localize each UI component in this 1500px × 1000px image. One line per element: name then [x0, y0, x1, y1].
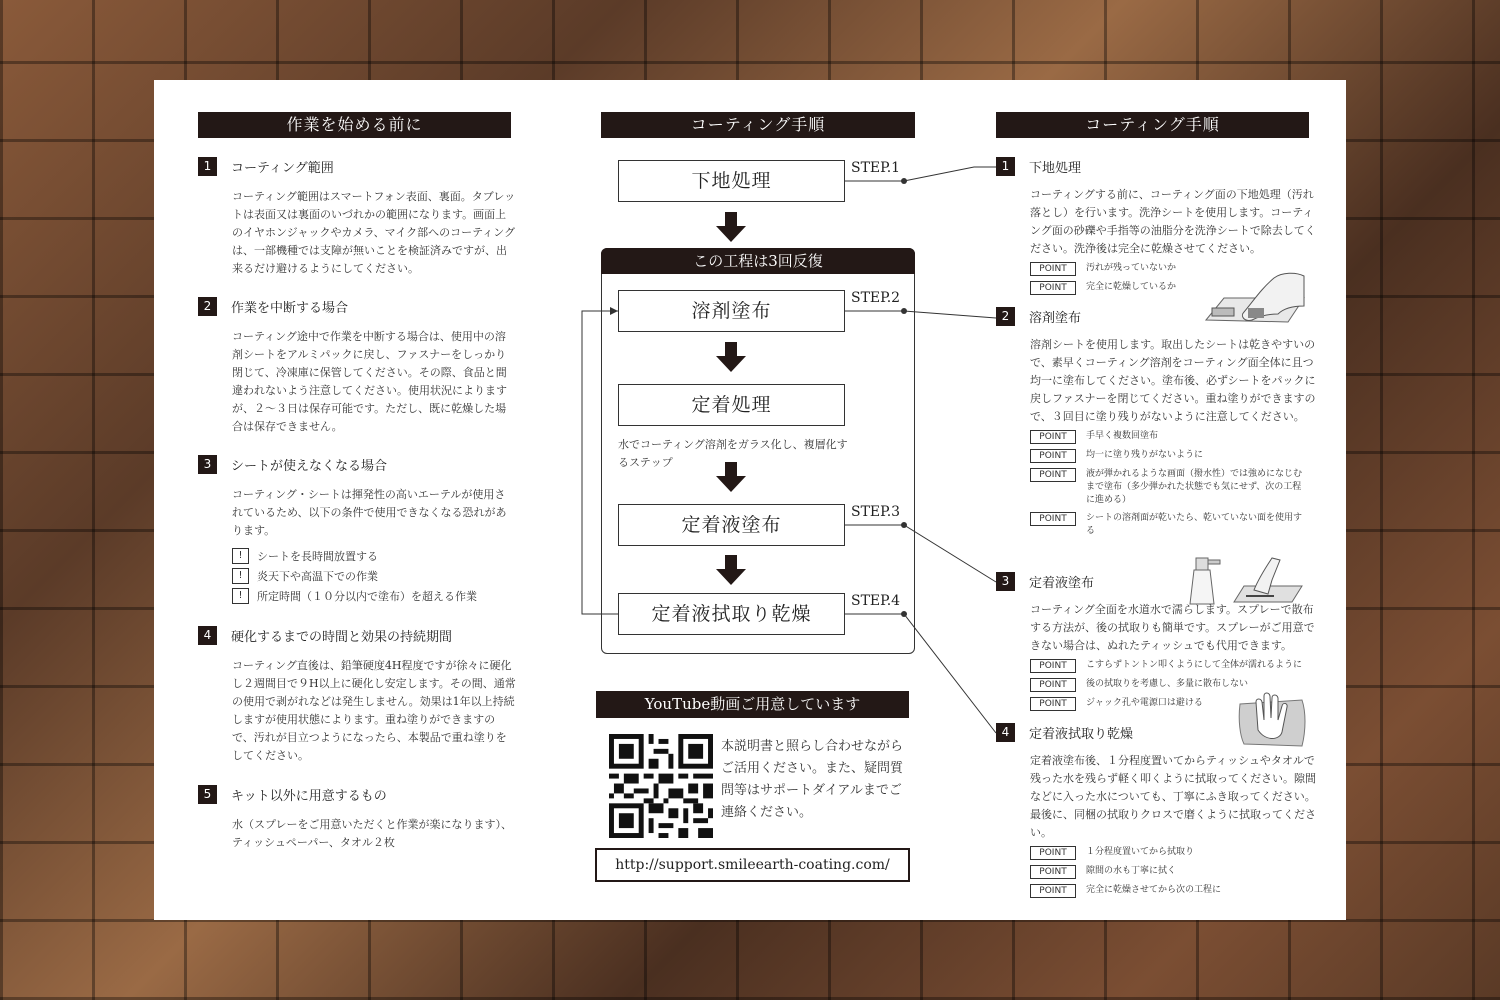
left-column-title: 作業を始める前に	[198, 112, 511, 138]
section-title: 作業を中断する場合	[231, 301, 349, 316]
step-label-2: STEP.2	[851, 290, 901, 306]
section-number: 4	[996, 723, 1015, 742]
step-box-1: 下地処理	[618, 160, 845, 202]
point-badge: POINT	[1030, 468, 1076, 482]
point-badge: POINT	[1030, 512, 1076, 526]
section-title: 下地処理	[1029, 161, 1082, 176]
support-url[interactable]: http://support.smileearth-coating.com/	[595, 848, 910, 882]
point-badge: POINT	[1030, 449, 1076, 463]
point-badge: POINT	[1030, 697, 1076, 711]
point-text: 後の拭取りを考慮し、多量に散布しない	[1086, 679, 1249, 689]
fix-note: 水でコーティング溶剤をガラス化し、複層化するステップ	[618, 438, 848, 469]
section-title: 溶剤塗布	[1029, 311, 1082, 326]
section-body: コーティング範囲はスマートフォン表面、裏面。タブレットは表面又は裏面のいづれかの範囲になります。画面上のイヤホンジャックやカメラ、マイク部へのコーティングは、一部機種では支障が無いことを検証済みですが、出来るだけ避けるようにしてください。	[232, 190, 516, 275]
point-text: こすらずトントン叩くようにして全体が濡れるように	[1086, 660, 1303, 670]
exclamation-icon: !	[232, 548, 249, 564]
step-box-2: 溶剤塗布	[618, 290, 845, 332]
warning-text: シートを長時間放置する	[257, 550, 378, 563]
point-text: 完全に乾燥させてから次の工程に	[1086, 885, 1222, 895]
section-body: コーティングする前に、コーティング面の下地処理（汚れ落とし）を行います。洗浄シートを使用します。コーティング面の砂礫や手指等の油脂分を洗浄シートで除去してください。洗浄後は完全に乾燥させてください。	[1030, 188, 1316, 255]
point-badge: POINT	[1030, 430, 1076, 444]
warning-text: 所定時間（１０分以内で塗布）を超える作業	[257, 590, 477, 603]
youtube-title: YouTube動画ご用意しています	[596, 691, 909, 718]
section-title: キット以外に用意するもの	[231, 789, 387, 804]
point-text: 完全に乾燥しているか	[1086, 282, 1177, 292]
step-box-fix: 定着処理	[618, 384, 845, 426]
step-label-3: STEP.3	[851, 504, 901, 520]
step-box-4: 定着液拭取り乾燥	[618, 593, 845, 635]
step-box-3: 定着液塗布	[618, 504, 845, 546]
section-body: コーティング途中で作業を中断する場合は、使用中の溶剤シートをアルミパックに戻し、ファスナーをしっかり閉じて、冷凍庫に保管してください。その際、食品と間違われないよう注意してください。使用状況によりますが、２〜３日は保存可能です。ただし、既に乾燥した場合は保存できません。	[232, 330, 507, 433]
section-number: 3	[996, 572, 1015, 591]
point-text: 汚れが残っていないか	[1086, 263, 1177, 273]
section-number: 3	[198, 455, 217, 474]
section-title: シートが使えなくなる場合	[231, 459, 388, 474]
section-title: 定着液塗布	[1029, 576, 1095, 591]
warning-text: 炎天下や高温下での作業	[257, 570, 378, 583]
step-label-4: STEP.4	[851, 593, 901, 609]
section-body: 水（スプレーをご用意いただくと作業が楽になります）、ティッシュペーパー、タオル２枚	[232, 818, 513, 849]
section-body: コーティング直後は、鉛筆硬度4H程度ですが徐々に硬化し２週間目で９H以上に硬化し安定します。その間、通常の使用で剥がれなどは発生しません。効果は1年以上持続しますが使用状態によります。重ね塗りができますので、汚れが目立つようになったら、本製品で重ね塗りをしてください。	[232, 659, 516, 762]
section-body: 定着液塗布後、１分程度置いてからティッシュやタオルで残った水を残らず軽く叩くように拭取ってください。隙間などに入った水についても、丁寧にふき取ってください。最後に、同梱の拭取りクロスで磨くように拭取ってください。	[1030, 754, 1316, 839]
connector-lines	[154, 80, 1346, 920]
point-text: 液が弾かれるような画面（撥水性）では強めになじむまで塗布（多少弾かれた状態でも気にせず、次の工程に進める）	[1086, 469, 1303, 505]
point-badge: POINT	[1030, 281, 1076, 295]
middle-column-title: コーティング手順	[601, 112, 915, 138]
section-number: 1	[996, 157, 1015, 176]
exclamation-icon: !	[232, 568, 249, 584]
section-number: 2	[198, 297, 217, 316]
point-badge: POINT	[1030, 659, 1076, 673]
youtube-body: 本説明書と照らし合わせながらご活用ください。また、疑問質問等はサポートダイアルまでご連絡ください。	[721, 739, 904, 820]
point-text: 均一に塗り残りがないように	[1086, 450, 1204, 460]
section-body: コーティング全面を水道水で濡らします。スプレーで散布する方法が、後の拭取りも簡単です。スプレーがご用意できない場合は、ぬれたティッシュでも代用できます。	[1030, 603, 1315, 652]
section-body: 溶剤シートを使用します。取出したシートは乾きやすいので、素早くコーティング溶剤をコーティング面全体に且つ均一に塗布してください。塗布後、必ずシートをパックに戻しファスナーを閉じてください。重ね塗りができますので、３回目に塗り残りがないように注意してください。	[1030, 338, 1316, 423]
loop-title: この工程は3回反復	[601, 248, 915, 274]
section-number: 4	[198, 626, 217, 645]
point-badge: POINT	[1030, 884, 1076, 898]
section-title: 定着液拭取り乾燥	[1029, 727, 1134, 742]
point-text: 隙間の水も丁寧に拭く	[1086, 866, 1177, 876]
point-badge: POINT	[1030, 262, 1076, 276]
point-text: ジャック孔や電源口は避ける	[1086, 698, 1203, 708]
point-badge: POINT	[1030, 865, 1076, 879]
section-number: 2	[996, 307, 1015, 326]
exclamation-icon: !	[232, 588, 249, 604]
right-column-title: コーティング手順	[996, 112, 1309, 138]
section-number: 1	[198, 157, 217, 176]
section-title: コーティング範囲	[231, 161, 334, 176]
point-badge: POINT	[1030, 678, 1076, 692]
point-badge: POINT	[1030, 846, 1076, 860]
section-body: コーティング・シートは揮発性の高いエーテルが使用されているため、以下の条件で使用できなくなる恐れがあります。	[232, 488, 507, 537]
section-number: 5	[198, 785, 217, 804]
step-label-1: STEP.1	[851, 160, 901, 176]
point-text: 手早く複数回塗布	[1086, 431, 1159, 441]
instruction-sheet	[154, 80, 1346, 920]
section-title: 硬化するまでの時間と効果の持続期間	[231, 630, 453, 645]
point-text: シートの溶剤面が乾いたら、乾いていない面を使用する	[1086, 513, 1303, 536]
point-text: １分程度置いてから拭取り	[1086, 847, 1195, 857]
